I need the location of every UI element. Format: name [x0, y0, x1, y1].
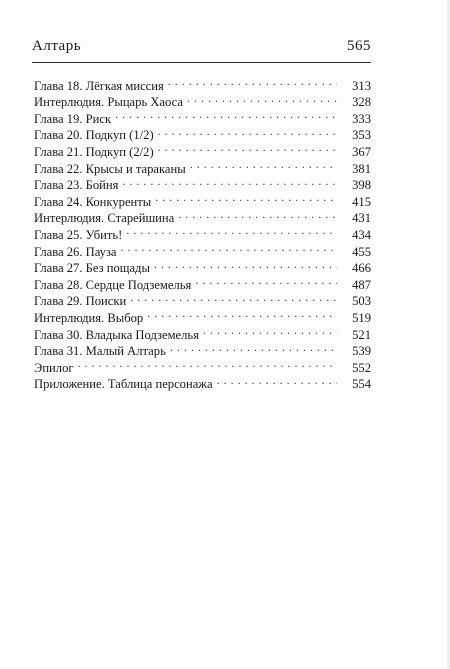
dot-leader	[155, 189, 337, 206]
toc-entry-page: 398	[352, 178, 371, 193]
dot-leader	[158, 139, 337, 156]
toc-entry-title: Глава 29. Поиски	[34, 294, 127, 309]
page-number: 565	[347, 38, 371, 54]
dot-leader	[158, 123, 337, 140]
toc-entry[interactable]	[34, 256, 371, 276]
toc-entry-title: Глава 19. Риск	[34, 111, 112, 126]
toc-entry-page: 415	[352, 194, 371, 209]
toc-entry[interactable]	[34, 239, 371, 259]
toc-entry-page: 521	[352, 327, 371, 342]
toc-entry[interactable]	[34, 339, 371, 359]
toc-entry-title: Приложение. Таблица персонажа	[34, 377, 213, 392]
toc-entry-title: Глава 18. Лёгкая миссия	[34, 78, 164, 93]
toc-entry[interactable]	[34, 272, 371, 292]
dot-leader	[190, 156, 337, 173]
toc-entry-page: 333	[352, 111, 371, 126]
header-rule	[32, 62, 371, 63]
dot-leader	[168, 73, 337, 90]
running-header	[32, 38, 371, 58]
dot-leader	[195, 272, 337, 289]
dot-leader	[121, 239, 337, 256]
toc-entry-page: 328	[352, 95, 371, 110]
toc-entry-title: Глава 31. Малый Алтарь	[34, 344, 166, 359]
toc-entry-page: 503	[352, 294, 371, 309]
toc-entry-page: 554	[352, 377, 371, 392]
toc-entry-page: 381	[352, 161, 371, 176]
toc-entry[interactable]	[34, 222, 371, 242]
toc-entry-page: 519	[352, 310, 371, 325]
toc-entry-page: 539	[352, 344, 371, 359]
toc-entry[interactable]	[34, 123, 371, 143]
toc-entry-title: Глава 20. Подкуп (1/2)	[34, 128, 154, 143]
toc-entry-page: 313	[352, 78, 371, 93]
toc-entry-page: 353	[352, 128, 371, 143]
toc-entry-title: Глава 26. Пауза	[34, 244, 117, 259]
toc-entry[interactable]	[34, 355, 371, 375]
dot-leader	[147, 305, 337, 322]
toc-entry[interactable]	[34, 173, 371, 193]
dot-leader	[122, 173, 337, 190]
toc-entry[interactable]	[34, 139, 371, 159]
toc-entry-page: 552	[352, 360, 371, 375]
dot-leader	[178, 206, 337, 223]
toc-entry[interactable]	[34, 73, 371, 93]
toc-entry-title: Глава 25. Убить!	[34, 227, 123, 242]
dot-leader	[170, 339, 337, 356]
toc-entry-title: Глава 28. Сердце Подземелья	[34, 277, 192, 292]
toc-entry-page: 487	[352, 277, 371, 292]
toc-entry[interactable]	[34, 305, 371, 325]
toc-entry-title: Глава 21. Подкуп (2/2)	[34, 144, 154, 159]
toc-entry[interactable]	[34, 156, 371, 176]
toc-entry-title: Глава 23. Бойня	[34, 178, 119, 193]
toc-entry[interactable]	[34, 322, 371, 342]
dot-leader	[187, 90, 337, 107]
toc-entry-title: Интерлюдия. Выбор	[34, 310, 144, 325]
toc-entry-page: 367	[352, 144, 371, 159]
toc-entry-page: 455	[352, 244, 371, 259]
toc-entry[interactable]	[34, 206, 371, 226]
dot-leader	[203, 322, 337, 339]
table-of-contents	[34, 73, 371, 392]
dot-leader	[217, 372, 337, 389]
toc-entry-title: Интерлюдия. Рыцарь Хаоса	[34, 95, 183, 110]
dot-leader	[126, 222, 337, 239]
toc-entry-title: Глава 30. Владыка Подземелья	[34, 327, 199, 342]
toc-entry-title: Глава 24. Конкуренты	[34, 194, 152, 209]
toc-entry-title: Глава 27. Без пощады	[34, 261, 150, 276]
toc-entry-page: 434	[352, 227, 371, 242]
toc-entry[interactable]	[34, 189, 371, 209]
toc-entry[interactable]	[34, 372, 371, 392]
toc-entry[interactable]	[34, 90, 371, 110]
toc-entry[interactable]	[34, 289, 371, 309]
toc-entry[interactable]	[34, 106, 371, 126]
dot-leader	[154, 256, 337, 273]
toc-entry-page: 431	[352, 211, 371, 226]
dot-leader	[115, 106, 337, 123]
dot-leader	[78, 355, 337, 372]
section-title: Алтарь	[32, 38, 82, 54]
dot-leader	[130, 289, 337, 306]
toc-entry-title: Глава 22. Крысы и тараканы	[34, 161, 186, 176]
toc-entry-title: Эпилог	[34, 360, 74, 375]
toc-entry-title: Интерлюдия. Старейшина	[34, 211, 175, 226]
toc-entry-page: 466	[352, 261, 371, 276]
